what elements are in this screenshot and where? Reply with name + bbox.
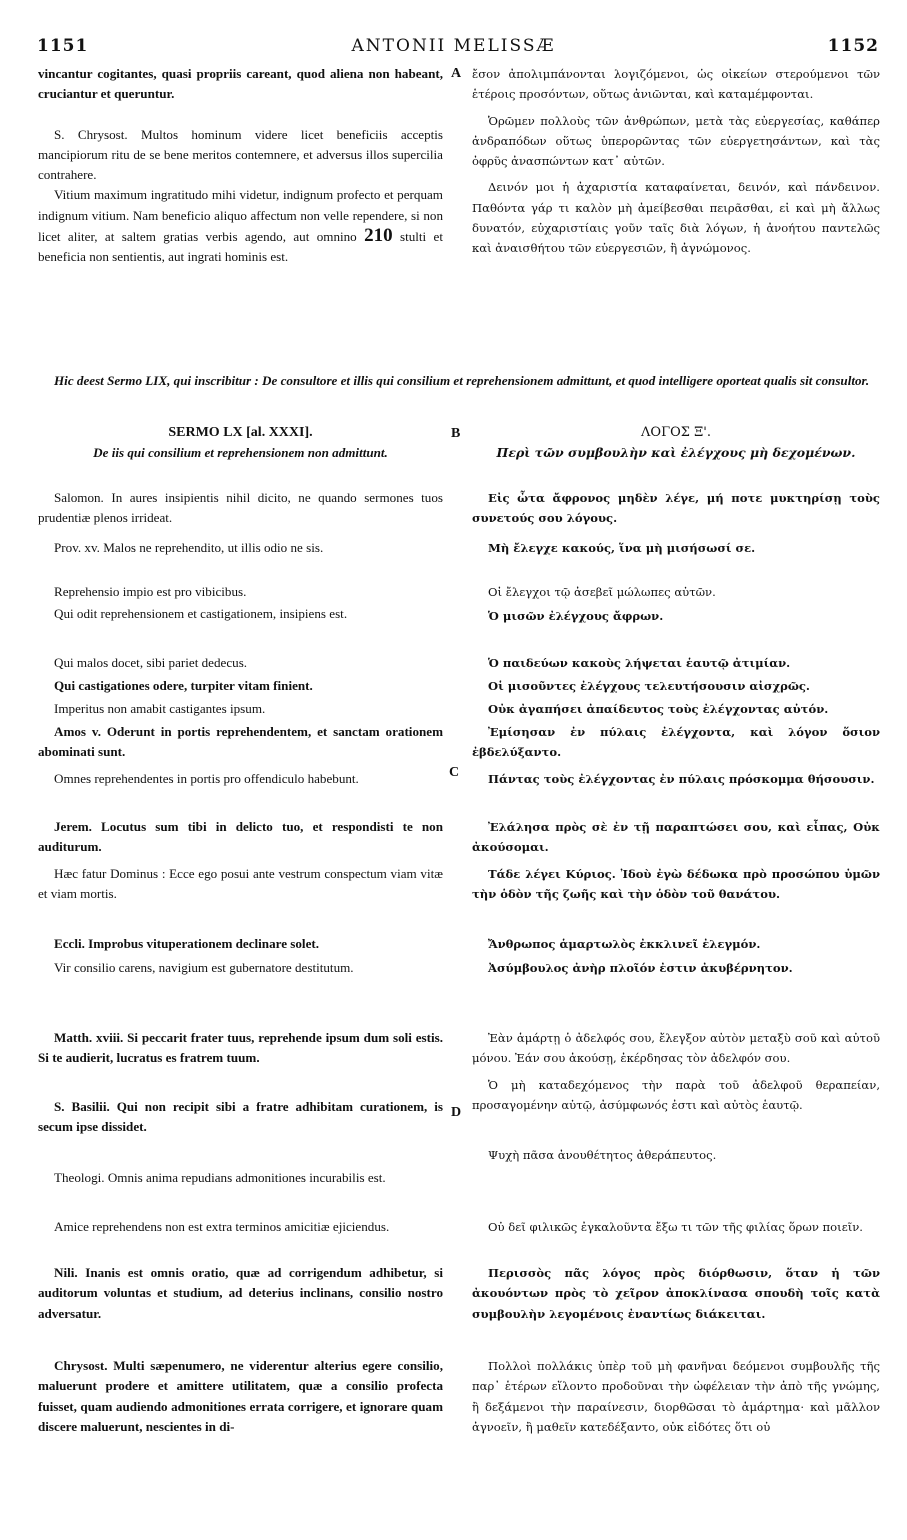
greek-entry (472, 699, 828, 719)
greek-entry (472, 1028, 880, 1069)
latin-entry (38, 1356, 443, 1437)
latin-entry (38, 817, 443, 858)
latin-entry-text: Amice reprehendens non est extra terminos amicitiæ ejiciendus. (54, 1219, 390, 1234)
greek-entry-text: Τάδε λέγει Κύριος. Ἰδοὺ ἐγὼ δέδωκα πρὸ προσώπου ὑμῶν τὴν ὁδὸν τῆς ζωῆς καὶ τὴν ὁδὸν τοῦ θανάτου. (472, 867, 880, 902)
greek-entry (472, 958, 793, 978)
latin-entry-text: Hæc fatur Dominus : Ecce ego posui ante vestrum conspectum viam vitæ et viam mortis. (38, 866, 443, 902)
latin-entry (38, 769, 359, 789)
greek-paragraph: ἔσον ἀπολιμπάνονται λογιζόμενοι, ὡς οἰκείων στερούμενοι τῶν ἑτέροις προσόντων, οὕτως ἀνιῶνται, καὶ καταμέμφονται. (472, 67, 880, 102)
greek-entry-text: Ἐμίσησαν ἐν πύλαις ἐλέγχοντα, καὶ λόγον ὅσιον ἐβδελύξαντο. (472, 725, 880, 760)
page-number-right: 1152 (827, 36, 879, 56)
greek-paragraph: Δεινόν μοι ἡ ἀχαριστία καταφαίνεται, δεινόν, καὶ πάνδεινον. Παθόντα γάρ τι καλὸν μὴ ἀμείβεσθαι πειρᾶσθαι, εἰ καὶ μὴ ἄλλως δυνατόν, εὐχαριστίαις γοῦν ταῖς διὰ λόγων, ἡ ἀνοήτου παντελῶς καὶ ἀναισθήτου τῶν εὐεργεσιῶν, ἢ ἀγνώμονος. (472, 180, 880, 256)
latin-entry-text: Qui malos docet, sibi pariet dedecus. (54, 655, 248, 670)
greek-entry (472, 676, 810, 696)
latin-entry (38, 676, 313, 696)
latin-paragraph-text: Vitium maximum ingratitudo mihi videtur, indignum profecto et perquam indignum vitium. Nam beneficio aliquo affectum non velle rependere, si non licet aliter, at saltem gratias verbis agendo, aut omnino (38, 187, 443, 245)
latin-entry (38, 1217, 389, 1237)
margin-letter-d: D (451, 1105, 462, 1120)
column-number: 210 (364, 225, 393, 247)
latin-entry-text: Theologi. Omnis anima repudians admonitiones incurabilis est. (54, 1170, 386, 1185)
greek-entry-text: Ὁ μισῶν ἐλέγχους ἄφρων. (488, 609, 664, 623)
latin-entry-text: Vir consilio carens, navigium est gubernatore destitutum. (54, 960, 354, 975)
latin-entry-text: Matth. xviii. Si peccarit frater tuus, reprehende ipsum dum soli estis. Si te audierit, lucratus es fratrem tuum. (38, 1030, 443, 1066)
latin-entry-text: S. Basilii. Qui non recipit sibi a fratre adhibitam curationem, is secum ipse dissidet. (38, 1099, 443, 1135)
greek-entry (472, 538, 755, 558)
latin-entry-text: Jerem. Locutus sum tibi in delicto tuo, et respondisti te non auditurum. (38, 819, 443, 855)
latin-entry-text: Imperitus non amabit castigantes ipsum. (54, 701, 266, 716)
greek-entry-text: Ὁ μὴ καταδεχόμενος τὴν παρὰ τοῦ ἀδελφοῦ θεραπείαν, προσαγομένην αὐτῷ, ἀσύμφωνός ἐστι καὶ αὐτὸς ἑαυτῷ. (472, 1078, 880, 1113)
latin-entry-text: Prov. xv. Malos ne reprehendito, ut illis odio ne sis. (54, 540, 324, 555)
missing-sermon-notice (38, 371, 880, 391)
latin-entry-text: Omnes reprehendentes in portis pro offendiculo habebunt. (54, 771, 359, 786)
latin-entry (38, 582, 246, 602)
latin-entry-text: Amos v. Oderunt in portis reprehendentem, et sanctam orationem abominati sunt. (38, 724, 443, 760)
sermo-latin-subtitle: De iis qui consilium et reprehensionem non admittunt. (93, 445, 388, 461)
latin-paragraph: vincantur cogitantes, quasi propriis careant, quod aliena non habeant, cruciantur et queruntur. (38, 66, 443, 102)
greek-entry (472, 582, 716, 602)
sermo-greek-title: ΛΟΓΟΣ Ξ'. (641, 425, 711, 440)
latin-entry-text: Reprehensio impio est pro vibicibus. (54, 584, 247, 599)
greek-paragraph: Ὁρῶμεν πολλοὺς τῶν ἀνθρώπων, μετὰ τὰς εὐεργεσίας, καθάπερ ἀνδραπόδων οὕτως ὑπερορῶντας τῶν εὐεργετησάντων, καὶ τὰς ὀφρῦς ἀνασπώντων κατ᾿ αὐτῶν. (472, 113, 880, 169)
greek-entry (472, 1263, 880, 1324)
latin-entry (38, 864, 443, 905)
greek-entry-text: Ἐὰν ἁμάρτῃ ὁ ἀδελφός σου, ἔλεγξον αὐτὸν μεταξὺ σοῦ καὶ αὐτοῦ μόνου. Ἐάν σου ἀκούσῃ, ἐκέρδησας τὸν ἀδελφόν σου. (472, 1031, 880, 1066)
latin-entry-text: Salomon. In aures insipientis nihil dicito, ne quando sermones tuos prudentiæ plenos irrideat. (38, 490, 443, 526)
latin-paragraph-text: stulti et beneficia non sentientis, aut ingrati hominis est. (38, 229, 443, 265)
greek-entry-text: Ψυχὴ πᾶσα ἀνουθέτητος ἀθεράπευτος. (488, 1148, 717, 1162)
greek-entry-text: Οὐκ ἀγαπήσει ἀπαίδευτος τοὺς ἐλέγχοντας αὐτόν. (488, 702, 829, 716)
latin-entry (38, 538, 323, 558)
latin-entry (38, 1168, 386, 1188)
margin-letter-c: C (449, 765, 460, 780)
latin-entry-text: Eccli. Improbus vituperationem declinare solet. (54, 936, 320, 951)
greek-entry-text: Εἰς ὦτα ἄφρονος μηδὲν λέγε, μή ποτε μυκτηρίσῃ τοὺς συνετούς σου λόγους. (472, 491, 880, 526)
greek-entry (472, 769, 874, 789)
sermo-latin-title: SERMO LX [al. XXXI]. (168, 425, 313, 440)
sermo-greek-heading (472, 423, 880, 464)
running-title: ANTONII MELISSÆ (351, 36, 556, 56)
latin-entry (38, 1028, 443, 1069)
latin-entry (38, 958, 354, 978)
margin-letter-a: A (451, 66, 462, 81)
greek-entry-text: Ὁ παιδεύων κακοὺς λήψεται ἑαυτῷ ἀτιμίαν. (488, 656, 791, 670)
greek-entry (472, 653, 790, 673)
greek-entry-text: Οἱ μισοῦντες ἐλέγχους τελευτήσουσιν αἰσχρῶς. (488, 679, 810, 693)
greek-entry (472, 606, 663, 626)
greek-entry-text: Περισσὸς πᾶς λόγος πρὸς διόρθωσιν, ὅταν ἡ τῶν ἀκουόντων πρὸς τὸ χεῖρον ἀποκλίνασα σπουδὴ τοῖς κατὰ συμβουλὴν λεγομένοις ἐναντίως διάκειται. (472, 1266, 880, 1321)
greek-entry (472, 817, 880, 858)
latin-entry (38, 604, 347, 624)
latin-paragraph-text: S. Chrysost. Multos hominum videre licet beneficiis acceptis mancipiorum ritu de se bene meritos contemnere, et adversus illos supercilia contrahere. (38, 126, 443, 183)
page-number-left: 1151 (37, 36, 89, 56)
latin-paragraph (38, 185, 443, 267)
greek-entry (472, 1356, 880, 1437)
latin-entry-text: Nili. Inanis est omnis oratio, quæ ad corrigendum adhibetur, si auditorum voluntas et studium, ad deterius inclinans, consilio nostro adversatur. (38, 1265, 443, 1321)
latin-entry (38, 722, 443, 763)
greek-entry-text: Οἱ ἔλεγχοι τῷ ἀσεβεῖ μώλωπες αὐτῶν. (488, 585, 716, 599)
sermo-latin-heading (38, 423, 443, 464)
greek-entry (472, 488, 880, 529)
latin-entry-text: Chrysost. Multi sæpenumero, ne viderentur alterius egere consilio, maluerunt prodere et amittere utilitatem, quæ a consilio profecta fuisset, quam audiendo admonitiones errata corrigere, et ignorare quam discere maluerunt, nescientes in di- (38, 1358, 443, 1434)
greek-entry (472, 864, 880, 905)
greek-entry-text: Ἄνθρωπος ἁμαρτωλὸς ἐκκλινεῖ ἐλεγμόν. (488, 937, 761, 951)
sermo-greek-subtitle: Περὶ τῶν συμβουλὴν καὶ ἐλέγχους μὴ δεχομένων. (496, 445, 856, 461)
greek-entry-text: Πολλοὶ πολλάκις ὑπὲρ τοῦ μὴ φανῆναι δεόμενοι συμβουλῆς τῆς παρ᾿ ἑτέρων εἵλοντο προδοῦναι τὴν ὠφέλειαν τὴν ἀπὸ τῆς γνώμης, ἢ δεξάμενοι τὴν παραίνεσιν, διορθῶσαι τὸ ἁμάρτημα· καὶ μᾶλλον ἀγνοεῖν, ἢ μαθεῖν κατεδέξαντο, οὐκ εἰδότες ὅτι οὐ (472, 1359, 880, 1434)
latin-entry (38, 488, 443, 529)
notice-text: Hic deest Sermo LIX, qui inscribitur : De consultore et illis qui consilium et reprehensionem admittunt, et quod intelligere oporteat qualis sit consultor. (54, 373, 870, 388)
latin-paragraph (38, 125, 443, 186)
greek-entry (472, 722, 880, 763)
latin-entry (38, 934, 319, 954)
greek-entry (472, 1145, 716, 1165)
latin-entry-text: Qui odit reprehensionem et castigationem, insipiens est. (54, 606, 348, 621)
latin-entry-text: Qui castigationes odere, turpiter vitam finient. (54, 678, 313, 693)
greek-entry (472, 1217, 863, 1237)
latin-entry (38, 1263, 443, 1324)
latin-entry (38, 1097, 443, 1138)
greek-entry (472, 934, 760, 954)
latin-entry (38, 653, 247, 673)
greek-entry-text: Μὴ ἔλεγχε κακούς, ἵνα μὴ μισήσωσί σε. (488, 541, 756, 555)
greek-entry-text: Ἐλάλησα πρὸς σὲ ἐν τῇ παραπτώσει σου, καὶ εἶπας, Οὐκ ἀκούσομαι. (472, 820, 880, 855)
greek-entry (472, 1075, 880, 1116)
margin-letter-b: B (451, 426, 461, 441)
latin-entry (38, 699, 265, 719)
greek-entry-text: Πάντας τοὺς ἐλέγχοντας ἐν πύλαις πρόσκομμα θήσουσιν. (488, 772, 875, 786)
top-latin-column (38, 64, 443, 268)
top-greek-column (472, 64, 880, 259)
greek-entry-text: Οὐ δεῖ φιλικῶς ἐγκαλοῦντα ἔξω τι τῶν τῆς φιλίας ὅρων ποιεῖν. (488, 1220, 863, 1234)
greek-entry-text: Ἀσύμβουλος ἀνὴρ πλοῖόν ἐστιν ἀκυβέρνητον. (488, 961, 793, 975)
